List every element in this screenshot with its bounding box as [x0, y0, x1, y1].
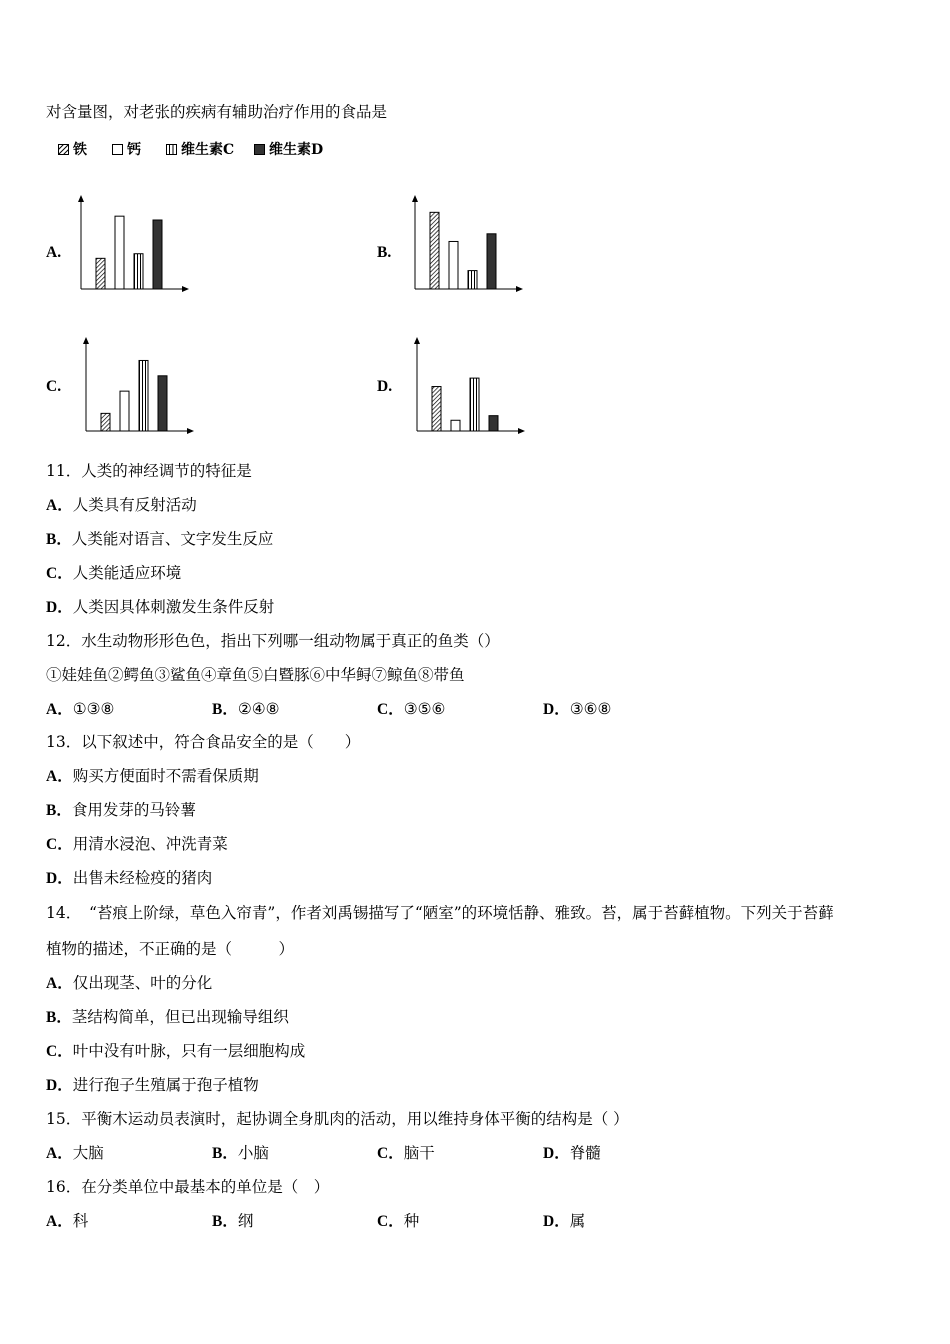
q16-option-c[interactable]: C．种: [377, 1212, 420, 1230]
bar-calcium: [120, 391, 129, 431]
q16-option-b[interactable]: B．纲: [212, 1212, 254, 1230]
q13-option-c[interactable]: C．用清水浸泡、冲洗青菜: [46, 835, 228, 853]
q14-option-d[interactable]: D．进行孢子生殖属于孢子植物: [46, 1076, 259, 1094]
q13-stem: 13．以下叙述中，符合食品安全的是（ ）: [46, 733, 361, 751]
hatch-swatch-icon: [58, 144, 69, 155]
legend-item-iron: [58, 140, 87, 160]
chart-c-label[interactable]: C.: [46, 378, 62, 395]
legend-item-vitamin-c: [166, 140, 234, 160]
bar-calcium: [449, 241, 458, 289]
solid-swatch-icon: [254, 144, 265, 155]
chart-b: [404, 192, 526, 294]
y-axis-arrow-icon: [414, 337, 420, 344]
bar-calcium: [451, 420, 460, 431]
bar-vitamin-d: [489, 416, 498, 431]
q13-option-d[interactable]: D．出售未经检疫的猪肉: [46, 869, 213, 887]
q14-option-a[interactable]: A．仅出现茎、叶的分化: [46, 974, 213, 992]
bar-calcium: [115, 216, 124, 289]
q11-option-d[interactable]: D．人类因具体刺激发生条件反射: [46, 598, 275, 616]
y-axis-arrow-icon: [78, 195, 84, 202]
legend-label: 维生素D: [269, 142, 324, 158]
stripe-swatch-icon: [166, 144, 177, 155]
bar-iron: [101, 413, 110, 431]
chart-d: [406, 334, 528, 436]
bar-vitamin-c: [134, 254, 143, 289]
legend-label: 维生素C: [181, 142, 235, 158]
bar-vitamin-d: [153, 220, 162, 289]
q12-stem: 12．水生动物形形色色，指出下列哪一组动物属于真正的鱼类（）: [46, 632, 500, 650]
q13-option-a[interactable]: A．购买方便面时不需看保质期: [46, 767, 259, 785]
bar-iron: [430, 212, 439, 289]
y-axis-arrow-icon: [412, 195, 418, 202]
q16-stem: 16．在分类单位中最基本的单位是（ ）: [46, 1178, 330, 1196]
x-axis-arrow-icon: [518, 428, 525, 434]
q11-option-b[interactable]: B．人类能对语言、文字发生反应: [46, 530, 274, 548]
q15-option-d[interactable]: D．脊髓: [543, 1144, 601, 1162]
x-axis-arrow-icon: [182, 286, 189, 292]
bar-vitamin-c: [139, 360, 148, 431]
q15-option-a[interactable]: A．大脑: [46, 1144, 104, 1162]
q14-option-c[interactable]: C．叶中没有叶脉，只有一层细胞构成: [46, 1042, 306, 1060]
q16-option-d[interactable]: D．属: [543, 1212, 586, 1230]
legend-label: 钙: [127, 142, 141, 158]
bar-iron: [96, 258, 105, 289]
y-axis-arrow-icon: [83, 337, 89, 344]
legend-item-vitamin-d: [254, 140, 323, 160]
q12-animal-list: ①娃娃鱼②鳄鱼③鲨鱼④章鱼⑤白暨豚⑥中华鲟⑦鲸鱼⑧带鱼: [46, 666, 465, 684]
q14-stem-line2: 植物的描述，不正确的是（ ）: [46, 940, 295, 958]
empty-swatch-icon: [112, 144, 123, 155]
intro-text: 对含量图，对老张的疾病有辅助治疗作用的食品是: [46, 103, 388, 121]
q14-option-b[interactable]: B．茎结构简单，但已出现输导组织: [46, 1008, 289, 1026]
q11-stem: 11．人类的神经调节的特征是: [46, 462, 252, 480]
q12-option-c[interactable]: C．③⑤⑥: [377, 700, 446, 718]
bar-vitamin-c: [468, 271, 477, 289]
q15-option-b[interactable]: B．小脑: [212, 1144, 269, 1162]
bar-iron: [432, 387, 441, 431]
chart-a: [70, 192, 192, 294]
chart-d-label[interactable]: D.: [377, 378, 393, 395]
q14-stem-line1: 14． “苔痕上阶绿，草色入帘青”，作者刘禹锡描写了“陋室”的环境恬静、雅致。苔，属于苔藓植物。下列关于苔藓: [46, 904, 834, 922]
x-axis-arrow-icon: [516, 286, 523, 292]
q11-option-a[interactable]: A．人类具有反射活动: [46, 496, 197, 514]
bar-vitamin-d: [158, 376, 167, 431]
q15-option-c[interactable]: C．脑干: [377, 1144, 435, 1162]
bar-vitamin-c: [470, 378, 479, 431]
bar-vitamin-d: [487, 234, 496, 289]
q16-option-a[interactable]: A．科: [46, 1212, 89, 1230]
chart-b-label[interactable]: B.: [377, 244, 392, 261]
chart-c: [75, 334, 197, 436]
legend-item-calcium: [112, 140, 141, 160]
q12-option-b[interactable]: B．②④⑧: [212, 700, 280, 718]
chart-a-label[interactable]: A.: [46, 244, 62, 261]
q12-option-d[interactable]: D．③⑥⑧: [543, 700, 612, 718]
q15-stem: 15．平衡木运动员表演时，起协调全身肌肉的活动，用以维持身体平衡的结构是（ ）: [46, 1110, 629, 1128]
x-axis-arrow-icon: [187, 428, 194, 434]
q13-option-b[interactable]: B．食用发芽的马铃薯: [46, 801, 196, 819]
legend-label: 铁: [73, 142, 87, 158]
q11-option-c[interactable]: C．人类能适应环境: [46, 564, 182, 582]
q12-option-a[interactable]: A．①③⑧: [46, 700, 115, 718]
